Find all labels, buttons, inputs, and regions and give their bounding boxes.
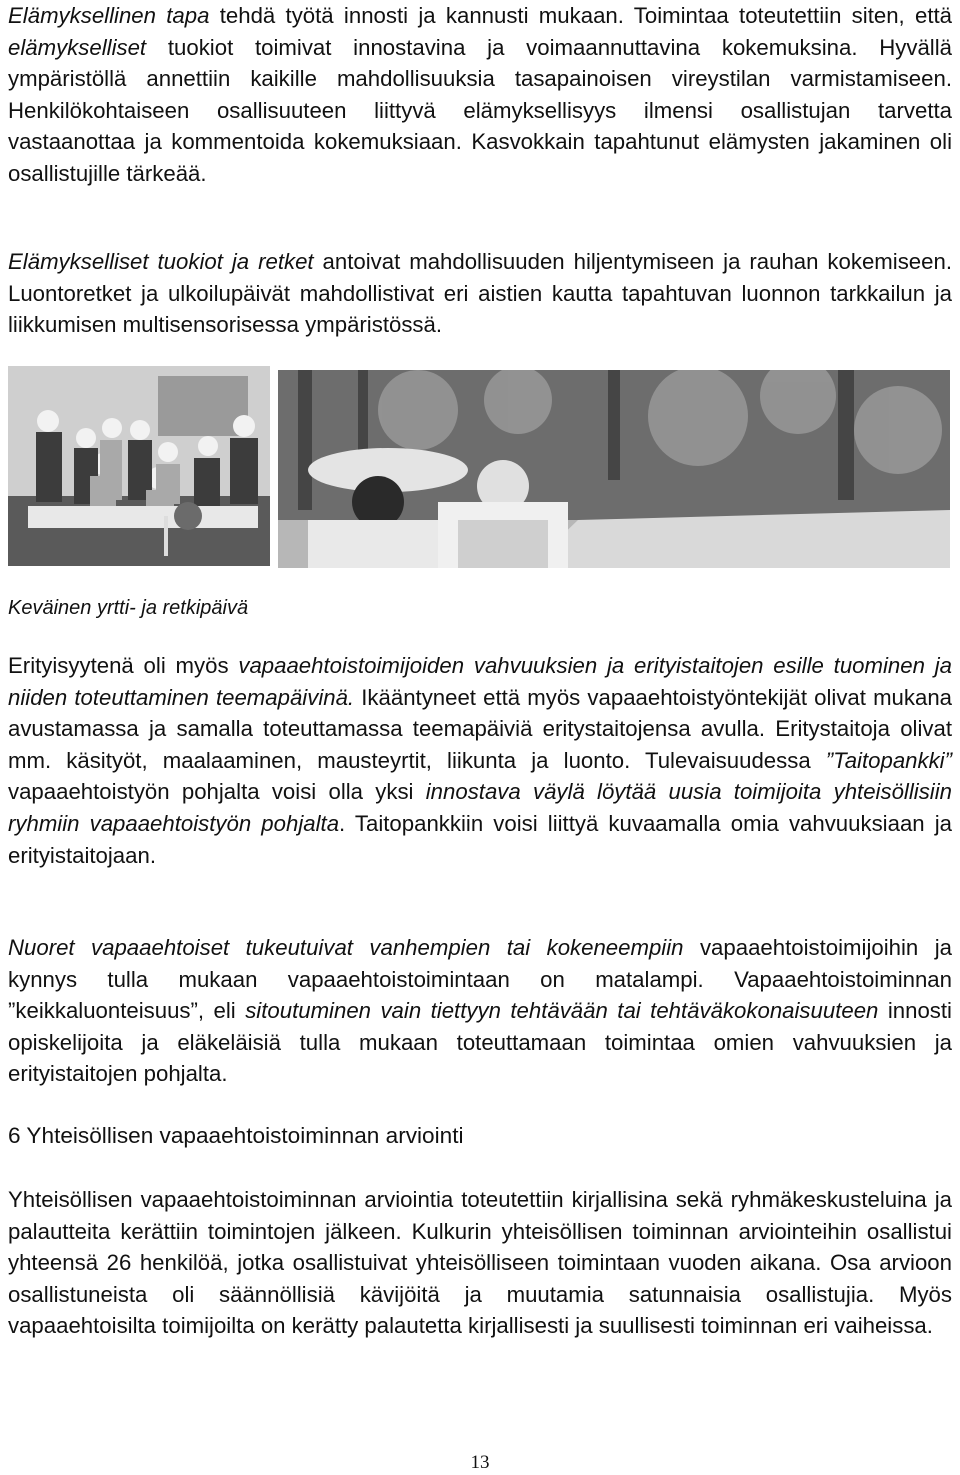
emphasis: vapaaehtoistoimijoiden vahvuuksien ja erityistaitojen esille tuominen ja niiden toteuttaminen teemapäivinä. (8, 653, 952, 710)
emphasis: elämykselliset (8, 34, 147, 60)
text-run: vapaaehtoistyön pohjalta voisi olla yksi (8, 779, 426, 805)
emphasis: innostava väylä löytää uusia toimijoita yhteisöllisiin ryhmiin vapaaehtoistyön pohjalta (8, 779, 952, 836)
text-run: antoivat mahdollisuuden hiljentymiseen ja rauhan kokemiseen. Luontoretket ja ulkoilupäivät mahdollistivat eri aistien kautta tapahtuvan luonnon tarkkailun ja liikkumisen multisensorisessa ympäristössä. (8, 249, 952, 338)
text-run: innosti opiskelijoita ja eläkeläisiä tulla mukaan toteuttamaan toimintaa omien vahvuuksien ja erityistaitojen pohjalta. (8, 998, 952, 1087)
text-run: vapaaehtoistoimijoihin ja kynnys tulla mukaan vapaaehtoistoimintaan on matalampi. Vapaaehtoistoiminnan ”keikkaluonteisuus”, eli (8, 935, 952, 1024)
photo-outdoor-picnic (278, 370, 950, 568)
emphasis: Elämykselliset tuokiot ja retket (8, 249, 314, 274)
paragraph-evaluation: Yhteisöllisen vapaaehtoistoiminnan arviointia toteutettiin kirjallisina sekä ryhmäkeskusteluina ja palautteita kerättiin toimintojen jälkeen. Kulkurin yhteisöllisen toiminnan arviointeihin osallistui yhteensä 26 henkilöä, jotka osallistuivat yhteisölliseen toimintaan vuoden aikana. Osa arvioon osallistuneista oli säännöllisiä kävijöitä ja muutamia satunnaisia osallistujia. Myös vapaaehtoisilta toimijoilta on kerätty palautetta kirjallisesti ja suullisesti toiminnan eri vaiheissa. (8, 1187, 952, 1339)
text-run: . Taitopankkiin voisi liittyä kuvaamalla omia vahvuuksiaan ja erityistaitojaan. (8, 810, 952, 868)
text-run: Erityisyytenä oli myös (8, 653, 239, 678)
photo-outdoor-picnic-drawing (278, 370, 950, 568)
emphasis: Elämyksellinen tapa (8, 3, 210, 28)
text-run: tuokiot toimivat innostavina ja voimaannuttavina kokemuksina. Hyvällä ympäristöllä annettiin kaikille mahdollisuuksia tasapainoisen vireystilan varmistamiseen. Henkilökohtaiseen osallisuuteen liittyvä elämyksellisyys ilmensi osallistujan tarvetta vastaanottaa ja kommentoida kokemuksiaan. Kasvokkain tapahtunut elämysten jakaminen oli osallistujille tärkeää. (8, 34, 952, 186)
paragraph-experiential-approach (8, 0, 952, 190)
paragraph-young-volunteers (8, 932, 952, 1090)
section-heading: 6 Yhteisöllisen vapaaehtoistoiminnan arviointi (8, 1123, 464, 1148)
photo-group-indoors-drawing (8, 366, 270, 566)
paragraph-experiential-sessions (8, 246, 952, 341)
paragraph-volunteer-strengths (8, 650, 952, 871)
emphasis: Nuoret vapaaehtoiset tukeutuivat vanhempien tai kokeneempiin (8, 935, 684, 960)
text-run: tehdä työtä innosti ja kannusti mukaan. Toimintaa toteutettiin siten, että (209, 3, 953, 28)
text-run: Ikääntyneet että myös vapaaehtoistyöntekijät olivat mukana avustamassa ja samalla toteuttamassa teemapäiviä eritystaitojensa avulla. Eritystaitoja olivat mm. käsityöt, maalaaminen, mausteyrtit, liikunta ja luonto. Tulevaisuudessa (8, 684, 953, 773)
emphasis: ”Taitopankki” (825, 747, 952, 773)
emphasis: sitoutuminen vain tiettyyn tehtävään tai tehtäväkokonaisuuteen (245, 998, 879, 1024)
page-number: 13 (470, 1452, 490, 1473)
photo-group-indoors (8, 366, 270, 566)
photo-caption: Keväinen yrtti- ja retkipäivä (8, 597, 249, 619)
